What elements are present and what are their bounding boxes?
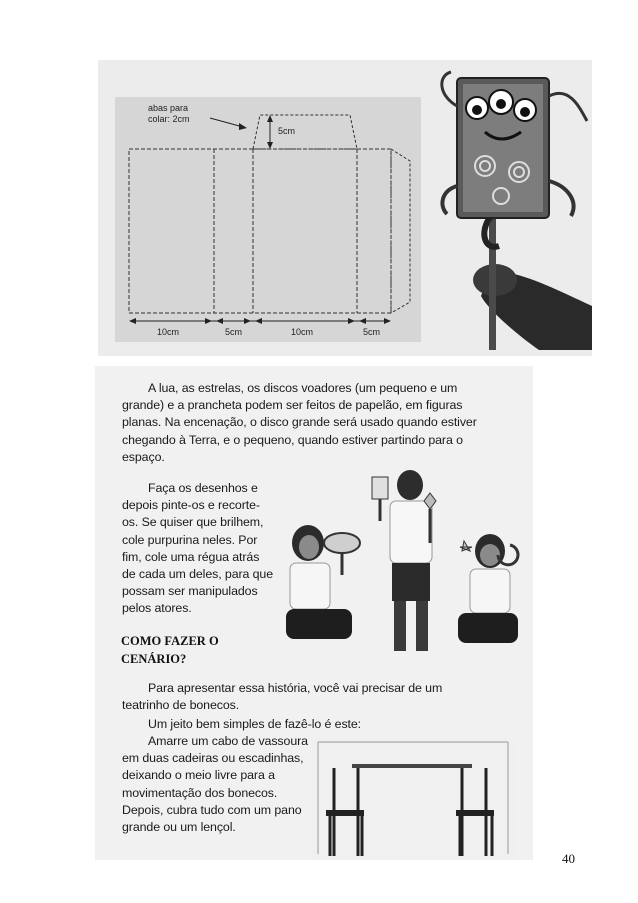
puppet-photo xyxy=(429,66,592,350)
flap-label-line1: abas para xyxy=(148,103,189,113)
width-label-1: 10cm xyxy=(157,327,180,337)
paragraph-theater: Para apresentar essa história, você vai precisar de um teatrinho de bonecos. xyxy=(122,681,443,713)
girl-left xyxy=(286,525,360,639)
width-label-4: 5cm xyxy=(363,327,381,337)
girl-right xyxy=(458,534,518,643)
page-number: 40 xyxy=(562,851,575,866)
diagram-background xyxy=(115,97,421,342)
paragraph-drawings: Faça os desenhos e depois pinte-os e recorte-os. Se quiser que brilhem, cole purpurina neles. Por fim, cole uma régua atrás de cada um deles, para que possam ser manipulados pelos atores. xyxy=(122,481,274,616)
paragraph-simple-way: Um jeito bem simples de fazê-lo é este: xyxy=(148,717,362,731)
width-label-3: 10cm xyxy=(291,327,314,337)
height-label: 5cm xyxy=(278,126,296,136)
boy-center xyxy=(372,470,436,651)
puppet-stage-photo xyxy=(312,738,515,860)
width-label-2: 5cm xyxy=(225,327,243,337)
flap-label-line2: colar: 2cm xyxy=(148,114,190,124)
children-photo xyxy=(272,463,534,663)
stick-shape xyxy=(489,216,496,350)
section-heading: COMO FAZER O CENÁRIO? xyxy=(121,634,219,666)
paragraph-materials: A lua, as estrelas, os discos voadores (um pequeno e um grande) e a prancheta podem ser feitos de papelão, em figuras planas. Na encenação, o disco grande será usado quando estiver chegando à Terra, e o pequeno, quando estiver partindo para o espaço. xyxy=(122,381,477,464)
box-template-diagram xyxy=(115,97,421,342)
paragraph-instructions: Amarre um cabo de vassoura em duas cadeiras ou escadinhas, deixando o meio livre para a movimentação dos bonecos. Depois, cubra tudo com um pano grande ou um lençol. xyxy=(122,734,308,835)
